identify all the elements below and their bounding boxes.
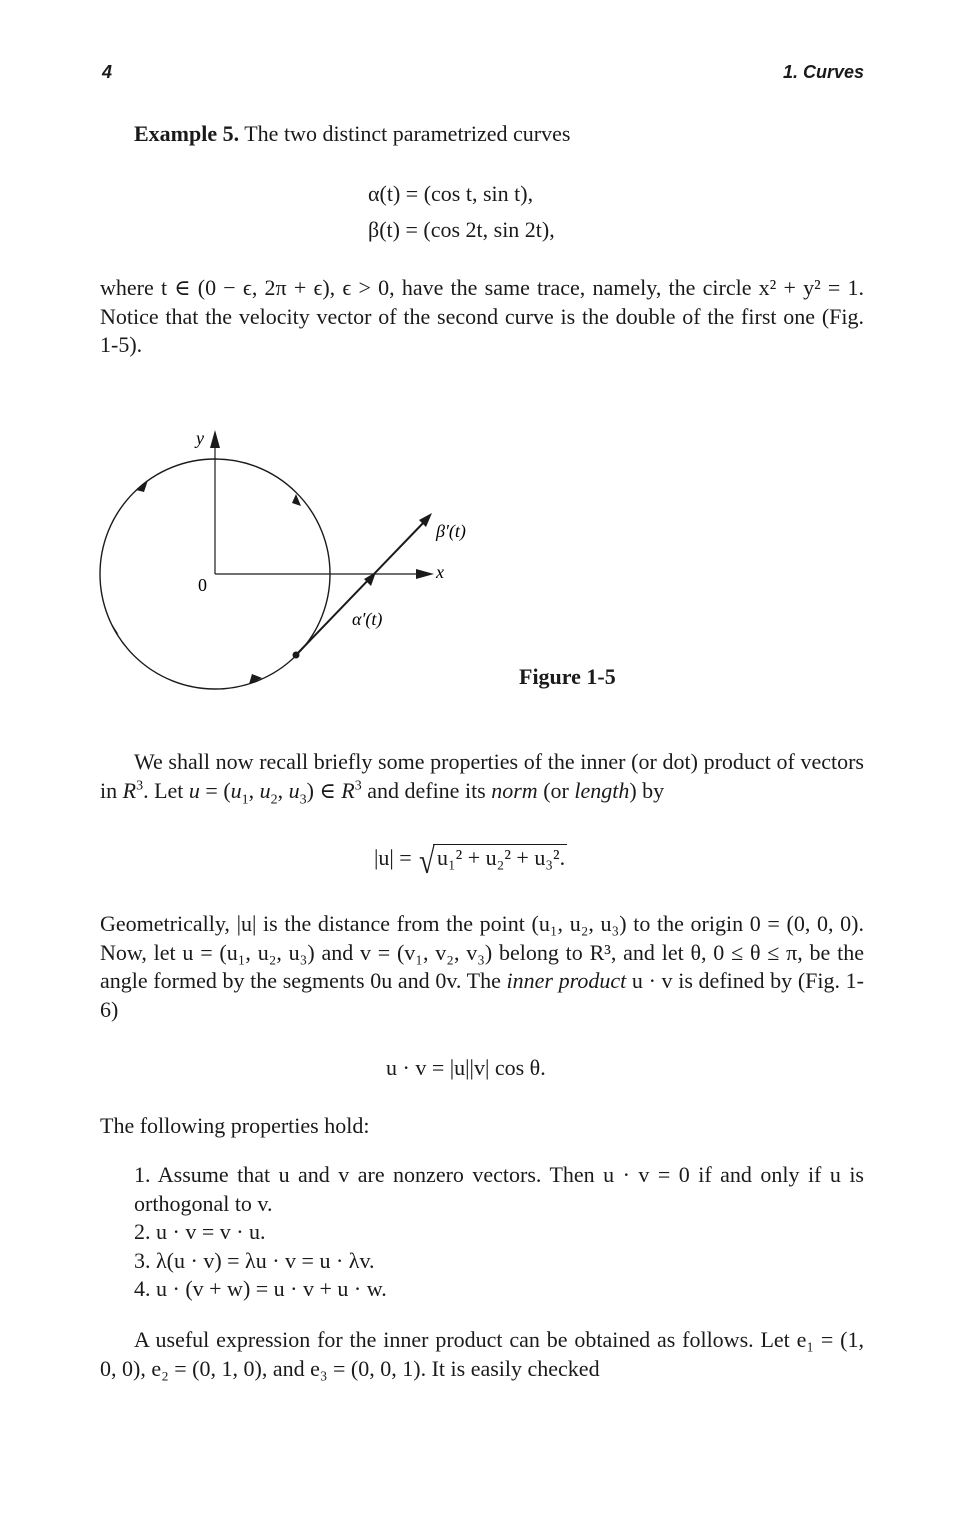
origin-label: 0 [198, 575, 207, 595]
paragraph-final: A useful expression for the inner product can be obtained as follows. Let e₁ = (1, 0, 0), e₂ = (0, 1, 0), and e₃ = (0, 0, 1). It is easily checked [100, 1327, 864, 1381]
page-number: 4 [102, 62, 113, 82]
paragraph-where: where t ∈ (0 − ϵ, 2π + ϵ), ϵ > 0, have the same trace, namely, the circle x² + y² = 1. Notice that the velocity vector of the second curve is the double of the first one (Fig. 1-5). [100, 275, 864, 358]
circle-arrow-top-left [136, 480, 148, 492]
figure-1-5 [90, 420, 490, 710]
properties-intro: The following properties hold: [100, 1113, 370, 1138]
equation-dot-product: u · v = |u||v| cos θ. [386, 1055, 546, 1080]
equation-norm: |u| = √u₁² + u₂² + u₃². [374, 841, 566, 881]
y-axis-arrowhead [210, 430, 220, 448]
running-header: 1. Curves [782, 62, 864, 82]
paragraph-geometric [100, 910, 864, 1024]
example-label: Example 5. [134, 121, 240, 146]
paragraph-inner-product: We shall now recall briefly some properties of the inner (or dot) product of vectors in $R^3$. Let $u = (u_1$, $u_2$, $u_3$) ∈ $R^3$ and define its norm (or length) by [100, 749, 864, 807]
tangent-vector-line [296, 520, 426, 655]
geo-text-a: Geometrically, |u| is the distance from the point (u₁, u₂, u₃) to the origin 0 = (0, 0, 0). Now, let u = (u₁, u₂, u₃) and v = (v₁, v₂, v₃) belong to R³, and let θ, 0 ≤ θ ≤ π, be the angle formed by the segments 0u and 0v. The [100, 911, 864, 994]
example-intro [134, 120, 864, 149]
term-inner-product: inner product [506, 968, 627, 994]
inner-or: (or [537, 777, 575, 803]
norm-radicand: u₁² + u₂² + u₃². [433, 844, 567, 871]
beta-prime-label: β′(t) [436, 521, 466, 541]
term-length: length [574, 777, 630, 803]
axis-label-x: x [436, 562, 444, 582]
property-item: 3. λ(u · v) = λu · v = u · λv. [134, 1247, 375, 1273]
tangent-point [293, 652, 300, 659]
inner-text-2: . Let [143, 777, 189, 803]
geo-text-b: u · v is defined by (Fig. 1-6) [100, 968, 865, 1022]
equation-beta: β(t) = (cos 2t, sin 2t), [368, 217, 555, 242]
circle-arrow-bottom [249, 674, 262, 684]
properties-list [134, 1161, 864, 1304]
axis-label-y: y [196, 428, 204, 448]
x-axis-arrowhead [416, 569, 434, 579]
equation-alpha: α(t) = (cos t, sin t), [368, 181, 534, 206]
inner-text-1: We shall now recall briefly some properties of the inner (or dot) product of vectors in [100, 749, 864, 803]
example-text: The two distinct parametrized curves [244, 121, 571, 146]
property-item: 2. u · v = v · u. [134, 1219, 266, 1245]
inner-text-3: and define its [361, 777, 492, 803]
norm-lhs: |u| = [374, 845, 412, 870]
figure-caption: Figure 1-5 [519, 664, 616, 689]
alpha-prime-label: α′(t) [352, 609, 383, 629]
property-item: 4. u · (v + w) = u · v + u · w. [134, 1276, 387, 1302]
term-norm: norm [491, 777, 538, 803]
property-item: 1. Assume that u and v are nonzero vectors. Then u · v = 0 if and only if u is orthogonal to v. [134, 1162, 864, 1216]
inner-text-4: ) by [629, 777, 665, 803]
